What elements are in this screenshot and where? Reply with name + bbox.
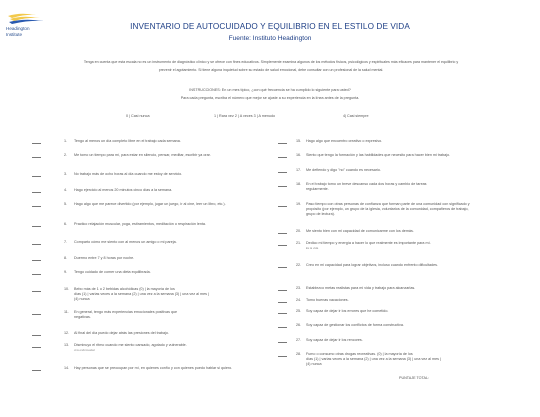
- instructions-line-1: INSTRUCCIONES: En un mes típico, ¿con qué frecuencia se ha cumplido lo siguiente para usted?: [189, 88, 351, 92]
- question-number: 27.: [296, 338, 302, 342]
- question-text-line: Disminuyo el ritmo cuando me siento cansado, agotado y vulnerable.: [74, 343, 187, 347]
- scale-option-4: 4| Casi siempre: [343, 114, 369, 118]
- question-text-line: Soy capaz de dejar ir los errores que he cometido.: [306, 309, 389, 313]
- question-text: [74, 270, 151, 275]
- question-text: [306, 309, 388, 314]
- question-number: 3.: [64, 172, 68, 176]
- question-text-line: Soy capaz de dejar ir los rencores.: [306, 338, 363, 342]
- question-text: [306, 153, 450, 158]
- question-text: [74, 172, 182, 177]
- question-text-line: En el trabajo tomo un breve descanso cada dos horas y cambio de tareas: [306, 182, 427, 186]
- answer-blank[interactable]: [32, 260, 41, 261]
- question-text-line: grupo de lectura).: [306, 212, 335, 216]
- answer-blank[interactable]: [32, 157, 41, 158]
- answer-blank[interactable]: [278, 157, 287, 158]
- question-number: 21.: [296, 241, 302, 245]
- scale-option-0: 0 | Casi nunca: [126, 114, 150, 118]
- question-text-line: Comparto cómo me siento con al menos un amigo o mi pareja.: [74, 240, 177, 244]
- question-text: [306, 241, 431, 251]
- question-text: [306, 352, 441, 367]
- question-text: [306, 229, 414, 234]
- question-text: [306, 202, 470, 217]
- question-number: 18.: [296, 182, 302, 186]
- question-text: [74, 153, 211, 158]
- intro-line-2: prevenir el agotamiento. Si tiene alguna inquietud sobre su estado de salud emocional, debe consultar con un profesional de la salud mental.: [158, 68, 384, 72]
- question-text-line: días (1) | varias veces a la semana (2) | una vez a la semana (3) | una vez al mes |: [306, 357, 442, 361]
- question-text: [74, 287, 209, 302]
- answer-blank[interactable]: [32, 314, 41, 315]
- question-number: 5.: [64, 202, 68, 206]
- question-text-line: Me tomo un tiempo para mí, para estar en silencio, pensar, meditar, escribir ya orar.: [74, 153, 211, 157]
- question-text-line: Fumo o consumo otras drogas recreativas. (0) | la mayoría de los: [306, 352, 413, 356]
- question-text-line: Tomo buenas vacaciones.: [306, 298, 349, 302]
- question-number: 26.: [296, 323, 302, 327]
- question-note: Es la vida.: [306, 246, 319, 250]
- question-text: [74, 310, 177, 320]
- question-number: 2.: [64, 153, 68, 157]
- question-number: 15.: [296, 139, 302, 143]
- answer-blank[interactable]: [278, 342, 287, 343]
- question-text: [306, 286, 415, 291]
- answer-blank[interactable]: [278, 245, 287, 246]
- question-text-line: Hago algo que encuentro creativo o expresivo.: [306, 139, 383, 143]
- answer-blank[interactable]: [32, 192, 41, 193]
- question-text: [74, 202, 226, 207]
- question-number: 14.: [64, 366, 70, 370]
- question-text-line: Soy capaz de gestionar los conflictos de forma constructiva.: [306, 323, 404, 327]
- question-text-line: Creo en mi capacidad para lograr objetivos, incluso cuando enfrento dificultades.: [306, 263, 439, 267]
- question-number: 8.: [64, 256, 68, 260]
- question-text: [74, 222, 206, 227]
- answer-blank[interactable]: [278, 313, 287, 314]
- question-number: 23.: [296, 286, 302, 290]
- logo-text-line2: Institute: [6, 32, 23, 37]
- answer-blank[interactable]: [278, 267, 287, 268]
- scale-option-1-3: 1 | Rara vez 2 | A veces 3 | A menudo: [214, 114, 276, 118]
- answer-blank[interactable]: [32, 244, 41, 245]
- answer-blank[interactable]: [278, 143, 287, 144]
- instructions-line-2: Para cada pregunta, escriba el número que mejor se ajuste a su experiencia en la línea antes de la pregunta.: [180, 96, 360, 100]
- question-number: 19.: [296, 202, 302, 206]
- question-number: 20.: [296, 229, 302, 233]
- question-number: 16.: [296, 153, 302, 157]
- question-text-line: Me defiendo y digo "no" cuando es necesario.: [306, 168, 381, 172]
- question-text-line: Siento que tengo la formación y las habilidades que necesito para hacer bien mi trabajo.: [306, 153, 451, 157]
- page-subtitle: Fuente: Instituto Headington: [228, 35, 312, 42]
- answer-blank[interactable]: [32, 176, 41, 177]
- answer-blank[interactable]: [32, 335, 41, 336]
- question-number: 9.: [64, 270, 68, 274]
- question-text: [306, 182, 427, 192]
- answer-blank[interactable]: [32, 370, 41, 371]
- question-text-line: Hago algo que me parece divertido (por ejemplo, jugar un juego, ir al cine, leer un libro, etc.).: [74, 202, 226, 206]
- answer-blank[interactable]: [278, 290, 287, 291]
- question-text-line: Duermo entre 7 y 8 horas por noche.: [74, 256, 135, 260]
- question-number: 22.: [296, 263, 302, 267]
- question-text-line: No trabajo más de ocho horas al día cuando me estoy de servicio.: [74, 172, 183, 176]
- question-text-line: Practico relajación muscular, yoga, estiramientos, meditación o respiración lenta.: [74, 222, 206, 226]
- question-text: [306, 338, 363, 343]
- question-text-line: Tengo cuidado de comer una dieta equilibrada.: [74, 270, 151, 274]
- question-number: 10.: [64, 287, 70, 291]
- question-text: [306, 298, 349, 303]
- question-number: 12.: [64, 331, 70, 335]
- question-text: [306, 139, 382, 144]
- question-text-line: Hay personas que se preocupan por mí, en quienes confío y con quienes puedo hablar si quiero.: [74, 366, 233, 370]
- question-text: [74, 188, 172, 193]
- question-number: 24.: [296, 298, 302, 302]
- logo-text-line1: Headington: [6, 26, 30, 31]
- question-text-line: En general, tengo más experiencias emocionales positivas que: [74, 310, 178, 314]
- question-number: 11.: [64, 310, 69, 314]
- answer-blank[interactable]: [32, 347, 41, 348]
- answer-blank[interactable]: [278, 327, 287, 328]
- question-text-line: Hago ejercicio al menos 20 minutos cinco días a la semana.: [74, 188, 173, 192]
- question-text: [74, 331, 169, 336]
- question-text-line: propósito (por ejemplo, un grupo de la iglesia, voluntarios de la comunidad, compañeros de trabajo,: [306, 207, 469, 211]
- question-text-line: (4) nunca: [74, 297, 90, 301]
- answer-blank[interactable]: [32, 206, 41, 207]
- total-score-label: PUNTAJE TOTAL:: [399, 376, 430, 380]
- question-text-line: Me siento bien con mi capacidad de comunicarme con los demás.: [306, 229, 414, 233]
- question-number: 6.: [64, 222, 68, 226]
- question-number: 13.: [64, 343, 70, 347]
- answer-blank[interactable]: [278, 206, 287, 207]
- question-text-line: Tengo al menos un día completo libre en el trabajo cada semana.: [74, 139, 181, 143]
- question-text: [306, 168, 381, 173]
- question-number: 4.: [64, 188, 68, 192]
- question-text-line: Dedico mi tiempo y energía a hacer lo que realmente es importante para mí.: [306, 241, 431, 245]
- question-text: [74, 366, 232, 371]
- answer-blank[interactable]: [278, 302, 287, 303]
- question-text-line: (4) nunca: [306, 362, 322, 366]
- question-number: 25.: [296, 309, 302, 313]
- question-text-line: Establezco metas realistas para mi vida y trabajo para alcanzarlas.: [306, 286, 416, 290]
- answer-blank[interactable]: [32, 274, 41, 275]
- answer-blank[interactable]: [278, 356, 287, 357]
- intro-paragraph: [28, 58, 514, 74]
- question-number: 17.: [296, 168, 302, 172]
- question-number: 28.: [296, 352, 302, 356]
- question-number: 1.: [64, 139, 68, 143]
- question-text: [306, 263, 438, 268]
- question-text-line: negativas.: [74, 315, 91, 319]
- question-number: 7.: [64, 240, 68, 244]
- question-text: [74, 139, 181, 144]
- question-text-line: Paso tiempo con otras personas de confianza que forman parte de una comunidad con significado y: [306, 202, 470, 206]
- question-text-line: días (1) | varias veces a la semana (2) | una vez a la semana (3) | una vez al mes |: [74, 292, 210, 296]
- question-text: [74, 256, 134, 261]
- answer-blank[interactable]: [32, 291, 41, 292]
- question-text: [74, 343, 187, 353]
- answer-blank[interactable]: [32, 143, 41, 144]
- question-text: [306, 323, 404, 328]
- answer-blank[interactable]: [278, 233, 287, 234]
- question-text-line: Al final del día puedo dejar atrás las presiones del trabajo.: [74, 331, 169, 335]
- answer-blank[interactable]: [278, 172, 287, 173]
- intro-line-1: Tenga en cuenta que esta escala no es un instrumento de diagnóstico clínico y se ofrece con fines educativos. Simplemente examina algunos de los métodos físicos, psicológicos y espirituales más eficaces para mantener el equilibrio y: [83, 60, 459, 64]
- answer-blank[interactable]: [32, 226, 41, 227]
- page-title: INVENTARIO DE AUTOCUIDADO Y EQUILIBRIO EN EL ESTILO DE VIDA: [130, 22, 410, 31]
- question-text-line: regularmente.: [306, 187, 329, 191]
- answer-blank[interactable]: [278, 186, 287, 187]
- question-text-line: Bebo más de 1 o 2 bebidas alcohólicas (0) | la mayoría de los: [74, 287, 175, 291]
- question-note: A la enfermedad.: [74, 348, 96, 352]
- question-text: [74, 240, 177, 245]
